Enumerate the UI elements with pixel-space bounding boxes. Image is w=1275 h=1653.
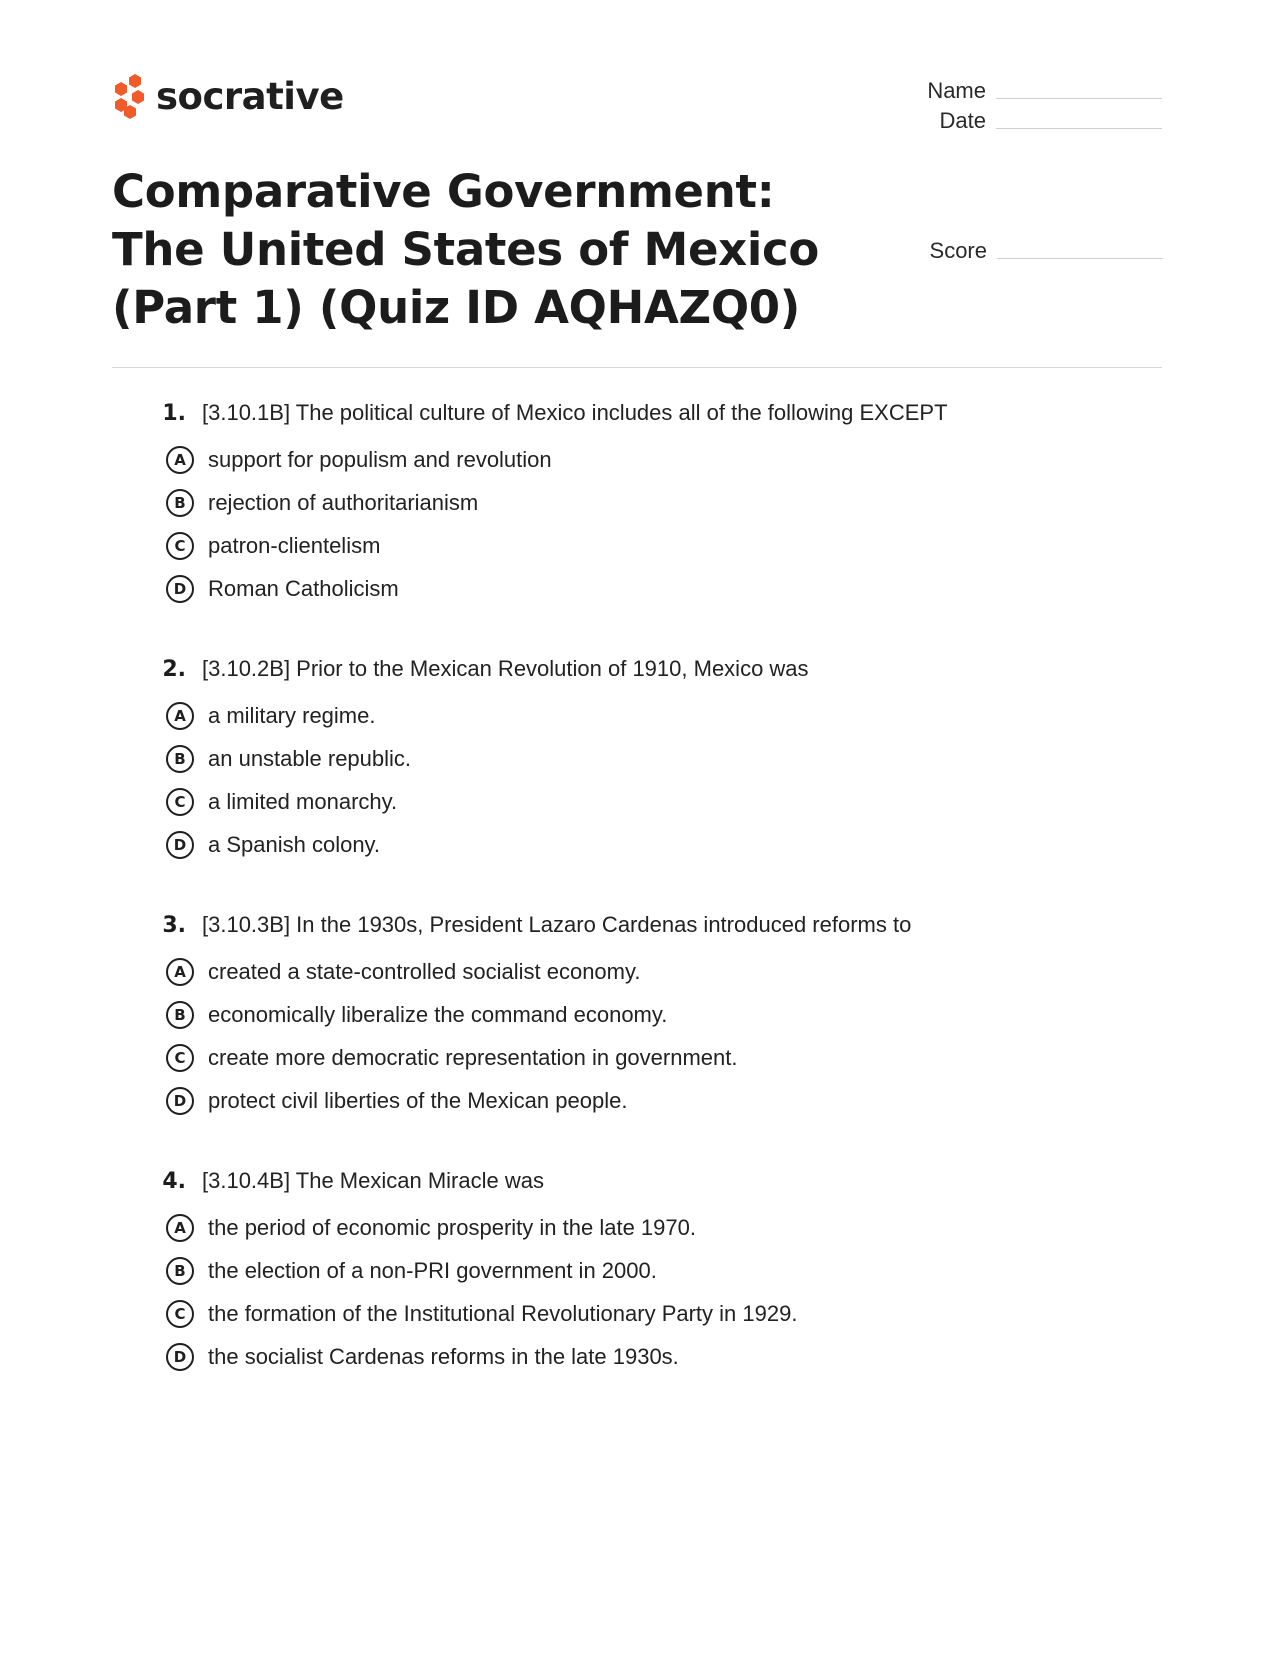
option-text: an unstable republic. bbox=[208, 745, 412, 771]
option-text: the election of a non-PRI government in 2000. bbox=[208, 1257, 657, 1283]
answer-bubble[interactable]: D bbox=[166, 831, 194, 859]
question-text: [3.10.4B] The Mexican Miracle was bbox=[202, 1168, 544, 1193]
option-b[interactable] bbox=[160, 993, 1120, 1036]
option-d[interactable] bbox=[160, 1335, 1120, 1378]
option-a[interactable] bbox=[160, 1206, 1120, 1249]
option-text: Roman Catholicism bbox=[208, 575, 399, 601]
option-text: the formation of the Institutional Revolutionary Party in 1929. bbox=[208, 1300, 798, 1326]
option-c[interactable] bbox=[160, 524, 1120, 567]
option-a[interactable] bbox=[160, 950, 1120, 993]
answer-bubble[interactable]: A bbox=[166, 702, 194, 730]
answer-bubble[interactable]: C bbox=[166, 1044, 194, 1072]
name-field[interactable] bbox=[862, 76, 1162, 106]
brand-name: socrative bbox=[156, 75, 344, 118]
option-text: create more democratic representation in government. bbox=[208, 1044, 738, 1070]
question-text: [3.10.2B] Prior to the Mexican Revolution of 1910, Mexico was bbox=[202, 656, 809, 681]
option-text: support for populism and revolution bbox=[208, 446, 552, 472]
option-text: a Spanish colony. bbox=[208, 831, 381, 857]
answer-bubble[interactable]: B bbox=[166, 745, 194, 773]
question-number: 3. bbox=[162, 913, 186, 938]
option-text: the socialist Cardenas reforms in the late 1930s. bbox=[208, 1343, 679, 1369]
answer-bubble[interactable]: C bbox=[166, 532, 194, 560]
option-text: economically liberalize the command economy. bbox=[208, 1001, 668, 1027]
option-text: a limited monarchy. bbox=[208, 788, 398, 814]
option-text: the period of economic prosperity in the late 1970. bbox=[208, 1214, 696, 1240]
answer-bubble[interactable]: D bbox=[166, 1343, 194, 1371]
answer-bubble[interactable]: C bbox=[166, 1300, 194, 1328]
option-c[interactable] bbox=[160, 780, 1120, 823]
answer-bubble[interactable]: B bbox=[166, 1001, 194, 1029]
quiz-title: Comparative Government: The United States of Mexico (Part 1) (Quiz ID AQHAZQ0) bbox=[112, 165, 820, 334]
option-a[interactable] bbox=[160, 694, 1120, 737]
option-text: rejection of authoritarianism bbox=[208, 489, 479, 515]
question-number: 2. bbox=[162, 657, 186, 682]
answer-bubble[interactable]: A bbox=[166, 958, 194, 986]
option-a[interactable] bbox=[160, 438, 1120, 481]
answer-bubble[interactable]: B bbox=[166, 1257, 194, 1285]
date-field[interactable] bbox=[862, 106, 1162, 136]
question-list bbox=[160, 400, 1120, 1424]
question-1 bbox=[160, 400, 1120, 610]
socrative-logo bbox=[112, 74, 344, 120]
question-4 bbox=[160, 1168, 1120, 1378]
option-d[interactable] bbox=[160, 1079, 1120, 1122]
score-line[interactable] bbox=[997, 258, 1163, 259]
option-c[interactable] bbox=[160, 1292, 1120, 1335]
answer-bubble[interactable]: A bbox=[166, 446, 194, 474]
answer-bubble[interactable]: D bbox=[166, 1087, 194, 1115]
option-text: a military regime. bbox=[208, 702, 376, 728]
page-header bbox=[112, 70, 1162, 133]
answer-bubble[interactable]: A bbox=[166, 1214, 194, 1242]
date-label: Date bbox=[939, 108, 986, 133]
question-3 bbox=[160, 912, 1120, 1122]
answer-bubble[interactable]: B bbox=[166, 489, 194, 517]
option-text: created a state-controlled socialist economy. bbox=[208, 958, 641, 984]
question-number: 4. bbox=[162, 1169, 186, 1194]
name-line[interactable] bbox=[996, 98, 1162, 99]
question-2 bbox=[160, 656, 1120, 866]
option-text: patron-clientelism bbox=[208, 532, 381, 558]
question-text: [3.10.3B] In the 1930s, President Lazaro Cardenas introduced reforms to bbox=[202, 912, 912, 937]
option-b[interactable] bbox=[160, 737, 1120, 780]
student-fields bbox=[862, 76, 1162, 136]
option-text: protect civil liberties of the Mexican people. bbox=[208, 1087, 628, 1113]
question-number: 1. bbox=[162, 401, 186, 426]
option-c[interactable] bbox=[160, 1036, 1120, 1079]
hexagon-cluster-icon bbox=[112, 74, 148, 120]
answer-bubble[interactable]: C bbox=[166, 788, 194, 816]
option-b[interactable] bbox=[160, 1249, 1120, 1292]
score-field[interactable] bbox=[863, 236, 1163, 266]
option-d[interactable] bbox=[160, 823, 1120, 866]
header-divider bbox=[112, 367, 1162, 368]
date-line[interactable] bbox=[996, 128, 1162, 129]
name-label: Name bbox=[927, 78, 986, 103]
option-b[interactable] bbox=[160, 481, 1120, 524]
answer-bubble[interactable]: D bbox=[166, 575, 194, 603]
option-d[interactable] bbox=[160, 567, 1120, 610]
question-text: [3.10.1B] The political culture of Mexico includes all of the following EXCEPT bbox=[202, 400, 948, 425]
score-label: Score bbox=[929, 238, 987, 263]
